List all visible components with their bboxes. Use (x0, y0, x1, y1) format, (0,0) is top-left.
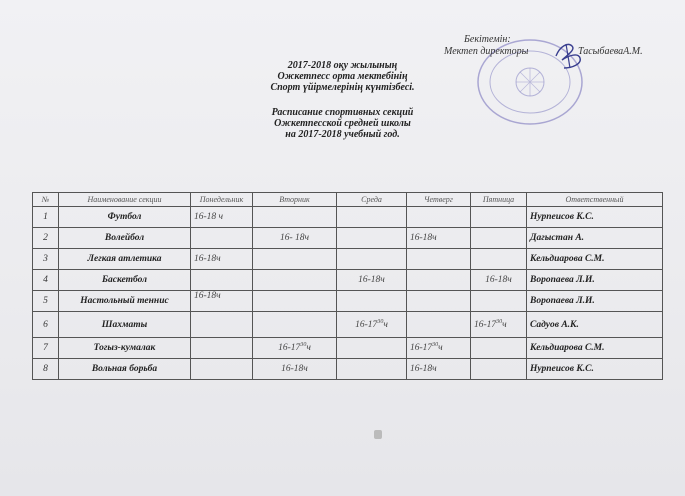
responsible-person: Кельдиарова С.М. (527, 338, 663, 359)
thursday-time (407, 207, 471, 228)
document-title (0, 60, 685, 140)
col-header-section: Наименование секции (59, 193, 191, 207)
hour-suffix: ч (502, 320, 507, 331)
section-name: Вольная борьба (59, 359, 191, 380)
responsible-person: Садуов А.К. (527, 312, 663, 338)
table-row (33, 359, 663, 380)
friday-time (471, 312, 527, 338)
title-ru-line-3: на 2017-2018 учебный год. (285, 129, 400, 140)
responsible-person: Кельдиарова С.М. (527, 249, 663, 270)
wednesday-time (337, 312, 407, 338)
title-kz-line-3: Спорт үйірмелерінің күнтізбесі. (270, 82, 415, 93)
monday-time (191, 228, 253, 249)
tuesday-time (253, 249, 337, 270)
wednesday-time: 16-18ч (337, 270, 407, 291)
tuesday-time (253, 312, 337, 338)
row-number: 2 (33, 228, 59, 249)
monday-time (191, 359, 253, 380)
hour-suffix: ч (306, 343, 311, 354)
section-name: Тогыз-кумалак (59, 338, 191, 359)
minutes-superscript: 30 (432, 342, 439, 349)
responsible-person: Нурпеисов К.С. (527, 207, 663, 228)
title-kz-line-1: 2017-2018 оқу жылының (287, 60, 398, 71)
wednesday-time (337, 207, 407, 228)
row-number: 5 (33, 291, 59, 312)
wednesday-time (337, 291, 407, 312)
monday-time (191, 338, 253, 359)
schedule-table (32, 192, 663, 380)
table-row (33, 291, 663, 312)
col-header-monday: Понедельник (191, 193, 253, 207)
thursday-time: 16-18ч (407, 359, 471, 380)
thursday-time (407, 338, 471, 359)
table-row (33, 312, 663, 338)
minutes-superscript: 30 (300, 342, 307, 349)
responsible-person: Нурпеисов К.С. (527, 359, 663, 380)
minutes-superscript: 30 (377, 318, 384, 325)
section-name: Шахматы (59, 312, 191, 338)
row-number: 8 (33, 359, 59, 380)
minutes-superscript: 30 (496, 318, 503, 325)
friday-time (471, 291, 527, 312)
director-name: ТасыбаеваА.М. (578, 46, 643, 57)
monday-time: 16-18ч (191, 291, 253, 312)
friday-time (471, 359, 527, 380)
section-name: Баскетбол (59, 270, 191, 291)
row-number: 4 (33, 270, 59, 291)
title-kz-line-2: Ожкетпесс орта мектебінің (277, 71, 408, 82)
section-name: Волейбол (59, 228, 191, 249)
responsible-person: Воропаева Л.И. (527, 291, 663, 312)
monday-time: 16-18 ч (191, 207, 253, 228)
table-row (33, 228, 663, 249)
monday-time (191, 270, 253, 291)
table-row (33, 338, 663, 359)
tuesday-time (253, 338, 337, 359)
tuesday-time (253, 270, 337, 291)
table-header-row (33, 193, 663, 207)
section-name: Легкая атлетика (59, 249, 191, 270)
title-ru-line-1: Расписание спортивных секций (271, 107, 414, 118)
wednesday-time (337, 249, 407, 270)
table-row (33, 207, 663, 228)
row-number: 7 (33, 338, 59, 359)
col-header-friday: Пятница (471, 193, 527, 207)
director-title: Мектеп директоры (444, 46, 529, 57)
col-header-wednesday: Среда (337, 193, 407, 207)
row-number: 3 (33, 249, 59, 270)
friday-time: 16-18ч (471, 270, 527, 291)
wednesday-time (337, 338, 407, 359)
tuesday-time: 16-18ч (253, 359, 337, 380)
scan-mark (374, 430, 382, 439)
friday-time (471, 228, 527, 249)
row-number: 6 (33, 312, 59, 338)
row-number: 1 (33, 207, 59, 228)
responsible-person: Воропаева Л.И. (527, 270, 663, 291)
friday-time-value: 16-17 (474, 320, 497, 331)
tuesday-time (253, 207, 337, 228)
thursday-time (407, 249, 471, 270)
friday-time (471, 207, 527, 228)
section-name: Настольный теннис (59, 291, 191, 312)
wednesday-time (337, 359, 407, 380)
col-header-thursday: Четверг (407, 193, 471, 207)
friday-time (471, 338, 527, 359)
responsible-person: Дагыстан А. (527, 228, 663, 249)
title-ru-line-2: Ожкетпесской средней школы (274, 118, 411, 129)
col-header-number: № (33, 193, 59, 207)
monday-time (191, 312, 253, 338)
col-header-responsible: Ответственный (527, 193, 663, 207)
tuesday-time: 16- 18ч (253, 228, 337, 249)
section-name: Футбол (59, 207, 191, 228)
thursday-time (407, 312, 471, 338)
hour-suffix: ч (383, 320, 388, 331)
wednesday-time (337, 228, 407, 249)
table-row (33, 270, 663, 291)
thursday-time (407, 270, 471, 291)
table-row (33, 249, 663, 270)
thursday-time (407, 291, 471, 312)
tuesday-time (253, 291, 337, 312)
wednesday-time-value: 16-17 (355, 320, 378, 331)
thursday-time-value: 16-17 (410, 343, 433, 354)
monday-time: 16-18ч (191, 249, 253, 270)
approval-label: Бекітемін: (464, 34, 511, 45)
thursday-time: 16-18ч (407, 228, 471, 249)
hour-suffix: ч (438, 343, 443, 354)
tuesday-time-value: 16-17 (278, 343, 301, 354)
col-header-tuesday: Вторник (253, 193, 337, 207)
friday-time (471, 249, 527, 270)
